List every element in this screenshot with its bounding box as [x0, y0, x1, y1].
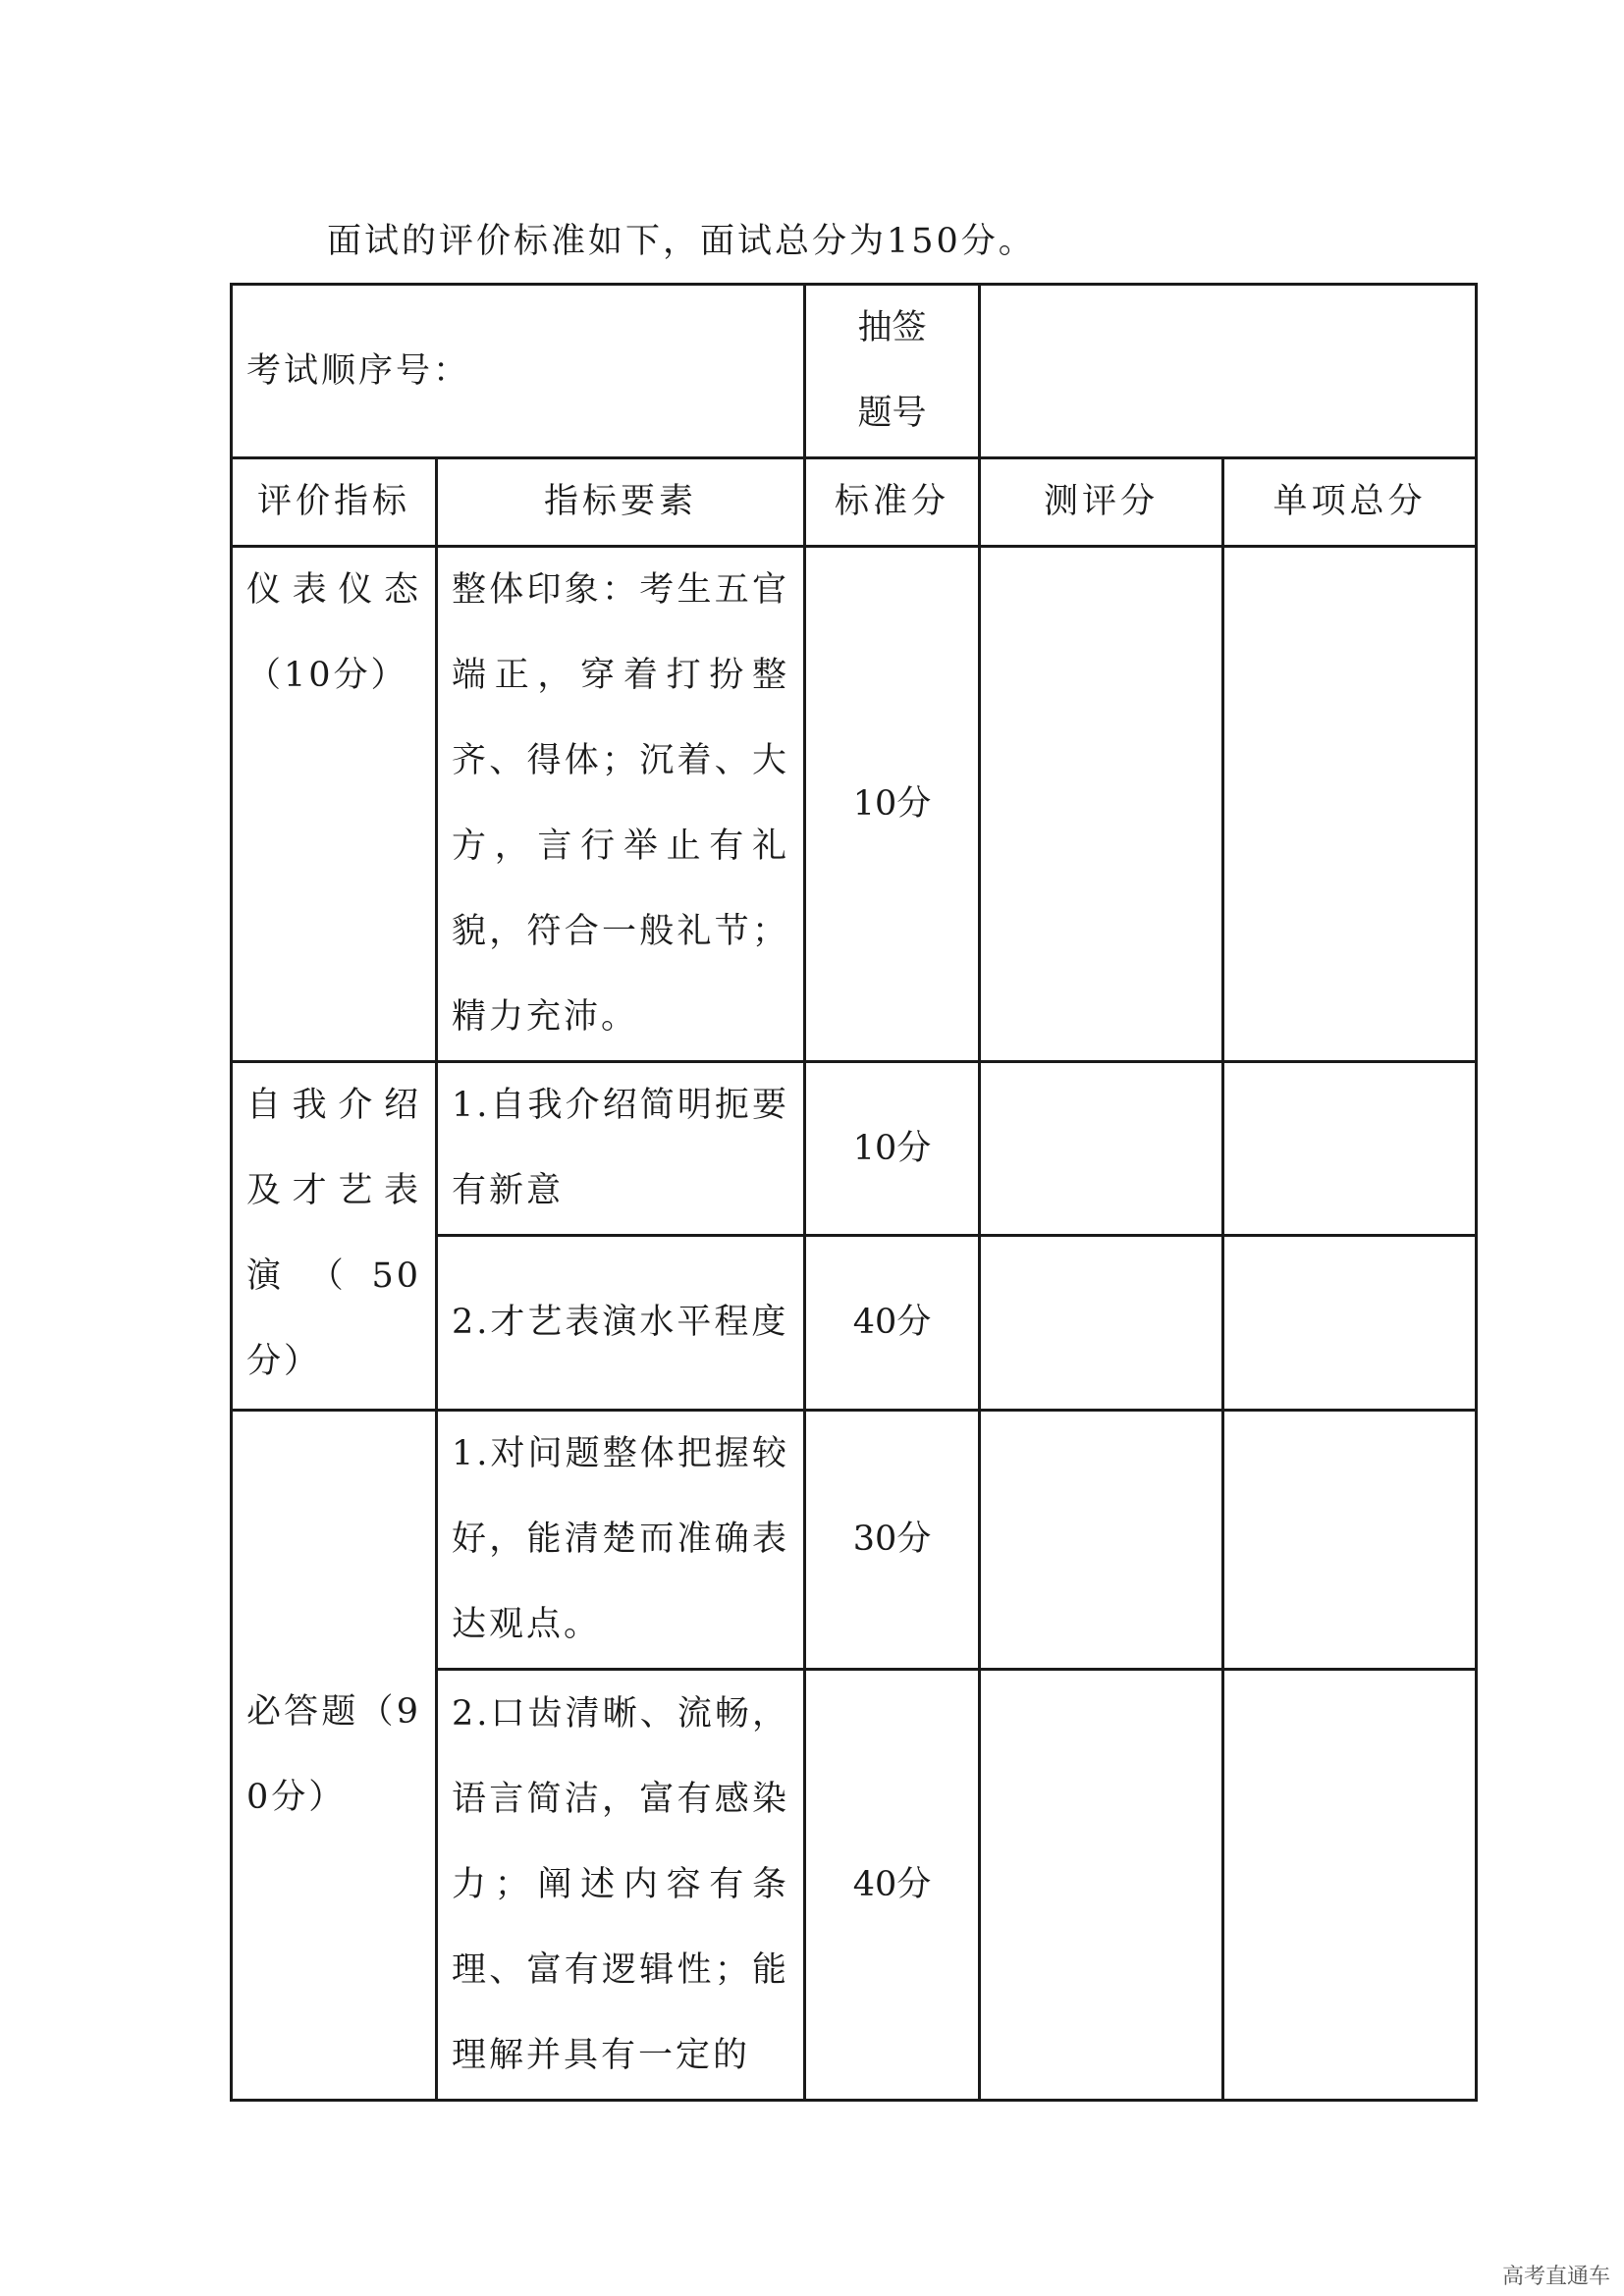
- indicator-self-intro: 自我介绍及才艺表演（50分）: [232, 1062, 437, 1411]
- element-self-intro: 1.自我介绍简明扼要有新意: [437, 1062, 805, 1236]
- assessed-score-cell[interactable]: [980, 1411, 1223, 1670]
- element-talent: 2.才艺表演水平程度: [437, 1236, 805, 1411]
- element-appearance: 整体印象：考生五官端正，穿着打扮整齐、得体；沉着、大方，言行举止有礼貌，符合一般礼节；精力充沛。: [437, 547, 805, 1062]
- table-row: [232, 1411, 1477, 1670]
- score-question-grasp: 30分: [805, 1411, 980, 1670]
- column-header-row: [232, 458, 1477, 547]
- assessed-score-cell[interactable]: [980, 547, 1223, 1062]
- indicator-appearance: 仪表仪态（10分）: [232, 547, 437, 1062]
- indicator-required-questions: 必答题（90分）: [232, 1411, 437, 2101]
- evaluation-table: [230, 283, 1478, 2102]
- col-header-standard-score: 标准分: [805, 458, 980, 547]
- col-header-assessed-score: 测评分: [980, 458, 1223, 547]
- exam-sequence-label: 考试顺序号：: [232, 285, 805, 458]
- element-expression: 2.口齿清晰、流畅，语言简洁，富有感染力；阐述内容有条理、富有逻辑性；能理解并具有一定的: [437, 1670, 805, 2101]
- item-total-cell[interactable]: [1223, 1411, 1477, 1670]
- item-total-cell[interactable]: [1223, 1236, 1477, 1411]
- intro-text: 面试的评价标准如下，面试总分为150分。: [327, 222, 1036, 261]
- col-header-element: 指标要素: [437, 458, 805, 547]
- score-expression: 40分: [805, 1670, 980, 2101]
- assessed-score-cell[interactable]: [980, 1062, 1223, 1236]
- assessed-score-cell[interactable]: [980, 1236, 1223, 1411]
- item-total-cell[interactable]: [1223, 1670, 1477, 2101]
- table-row: [232, 547, 1477, 1062]
- item-total-cell[interactable]: [1223, 547, 1477, 1062]
- draw-number-label-line2: 题号: [857, 394, 927, 433]
- col-header-indicator: 评价指标: [232, 458, 437, 547]
- col-header-item-total: 单项总分: [1223, 458, 1477, 547]
- score-talent: 40分: [805, 1236, 980, 1411]
- watermark: 高考直通车: [1501, 2265, 1610, 2289]
- header-row: [232, 285, 1477, 458]
- score-appearance: 10分: [805, 547, 980, 1062]
- draw-number-label: [805, 285, 980, 458]
- item-total-cell[interactable]: [1223, 1062, 1477, 1236]
- element-question-grasp: 1.对问题整体把握较好，能清楚而准确表达观点。: [437, 1411, 805, 1670]
- score-self-intro: 10分: [805, 1062, 980, 1236]
- table-row: [232, 1062, 1477, 1236]
- draw-number-field[interactable]: [980, 285, 1477, 458]
- draw-number-label-line1: 抽签: [857, 308, 927, 347]
- assessed-score-cell[interactable]: [980, 1670, 1223, 2101]
